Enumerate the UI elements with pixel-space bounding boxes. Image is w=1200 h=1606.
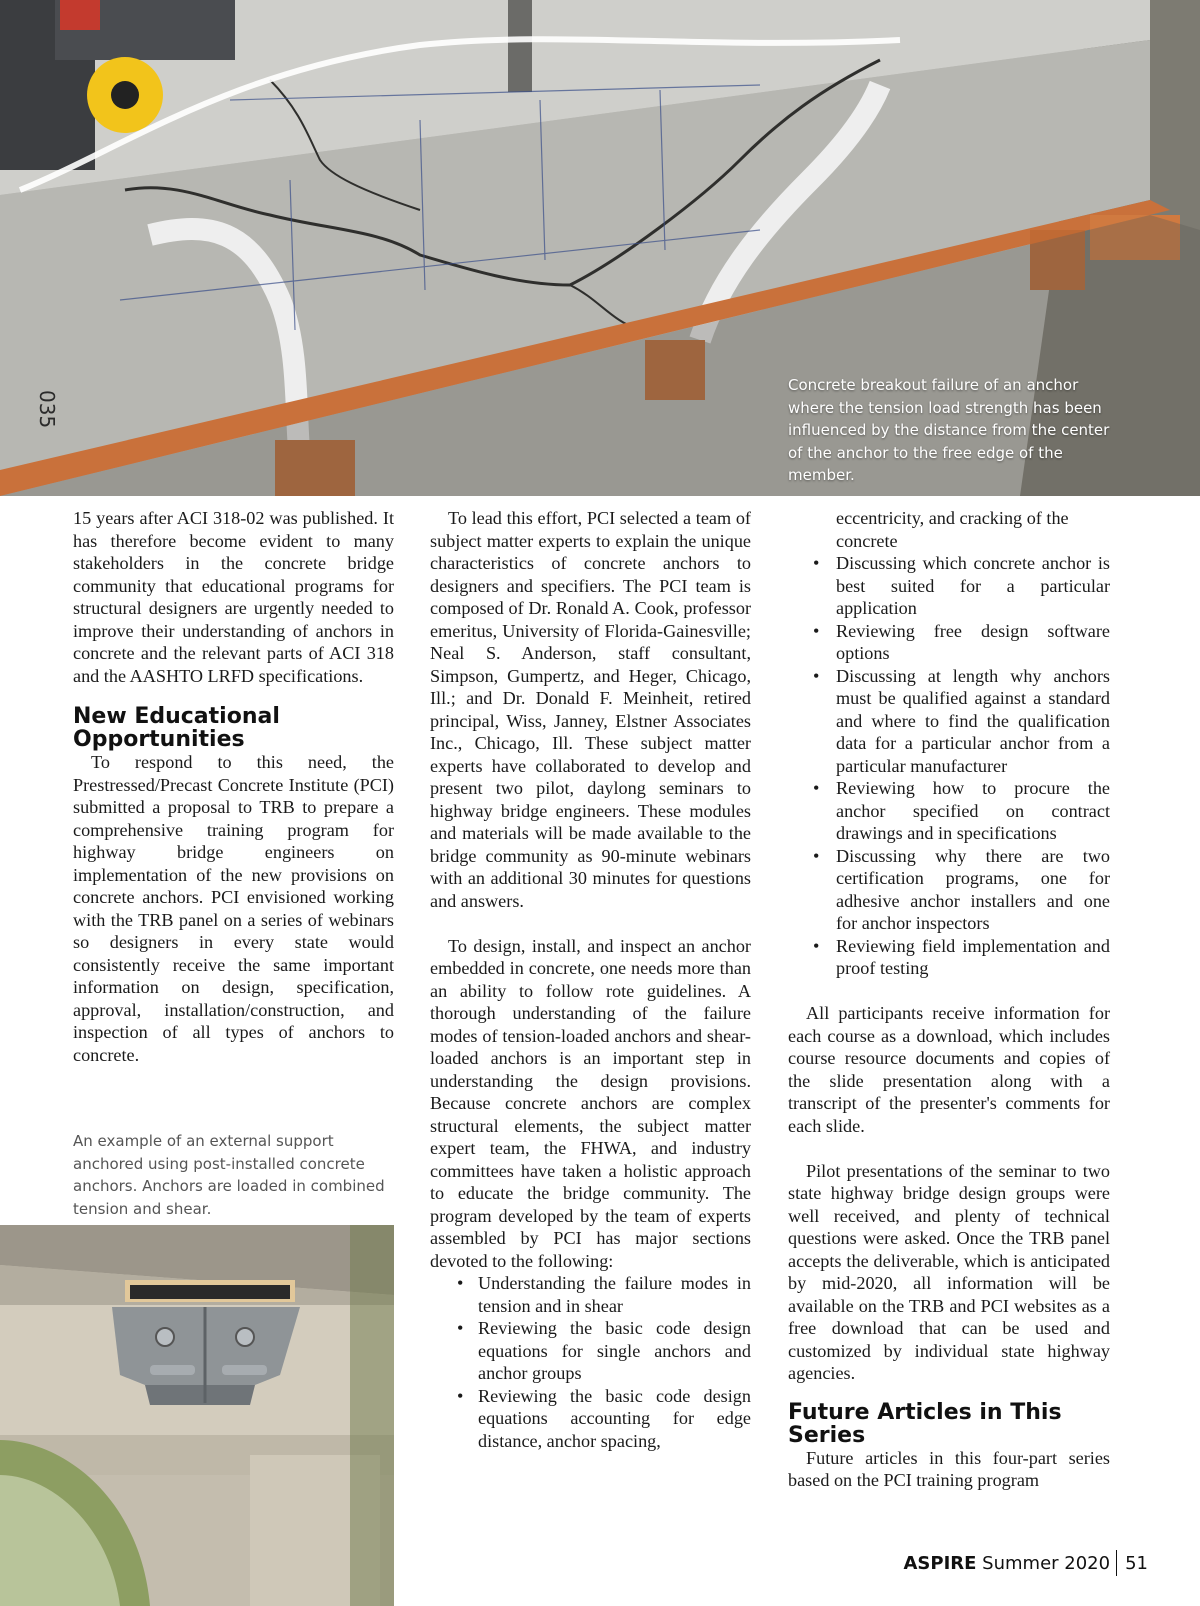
list-item: • Reviewing free design software options (788, 620, 1110, 665)
footer-divider (1116, 1550, 1117, 1576)
program-sections-list-continued (788, 552, 1110, 980)
list-item: • Reviewing the basic code design equations accounting for edge distance, anchor spacing, (452, 1385, 751, 1453)
list-item: • Understanding the failure modes in tension and in shear (452, 1272, 751, 1317)
pilot-paragraph: Pilot presentations of the seminar to two state highway bridge design groups were well received, and plenty of technical questions were asked. Once the TRB panel accepts the deliverable, which is anticipated by mid-2020, all information will be available on the TRB and PCI websites as a free download that can be used and customized by individual state highway agencies. (788, 1160, 1110, 1383)
bottom-photo-caption: An example of an external support anchored using post-installed concrete anchors. Anchors are loaded in combined tension and shear. (73, 1132, 385, 1218)
page-number: 51 (1125, 1553, 1148, 1574)
section-heading-future-articles: Future Articles in This Series (788, 1399, 1062, 1448)
list-item: • Reviewing how to procure the anchor specified on contract drawings and in specifications (788, 777, 1110, 845)
list-item: • Discussing which concrete anchor is best suited for a particular application (788, 552, 1110, 620)
support-bracket-illustration (0, 1225, 394, 1606)
list-item: • Discussing why there are two certification programs, one for adhesive anchor installers and one for anchor inspectors (788, 845, 1110, 935)
marking-text: 035 (35, 390, 59, 429)
column-2 (430, 507, 751, 1452)
magazine-brand: ASPIRE (903, 1553, 977, 1574)
list-item-continuation: eccentricity, and cracking of the concrete (836, 508, 1069, 551)
list-item: • Reviewing the basic code design equations for single anchors and anchor groups (452, 1317, 751, 1385)
top-photo-caption: Concrete breakout failure of an anchor where the tension load strength has been influenced by the distance from the center of the anchor to the free edge of the member. (788, 376, 1110, 484)
body-paragraph: To respond to this need, the Prestressed/Precast Concrete Institute (PCI) submitted a proposal to TRB to prepare a comprehensive training program for highway bridge engineers on implementation of the new provisions on concrete anchors. PCI envisioned working with the TRB panel on a series of webinars so designers in every state would consistently receive the same important information on design, specification, approval, installation/construction, and inspection of all types of anchors to concrete. (73, 752, 394, 1065)
program-sections-list (452, 1272, 751, 1452)
external-support-photo (0, 1225, 394, 1606)
program-paragraph: To design, install, and inspect an anchor embedded in concrete, one needs more than an ability to follow rote guidelines. A thorough understanding of the failure modes of tension-loaded anchors and shear-loaded anchors is an important step in understanding the design provisions. Because concrete anchors are complex structural elements, the subject matter expert team, the FHWA, and industry committees have taken a holistic approach to educate the bridge community. The program developed by the team of experts assembled by PCI has major sections devoted to the following: (430, 935, 751, 1271)
team-paragraph: To lead this effort, PCI selected a team of subject matter experts to explain the unique characteristics of concrete anchors to designers and specifiers. The PCI team is composed of Dr. Ronald A. Cook, professor emeritus, University of Florida-Gainesville; Neal S. Anderson, staff consultant, Simpson, Gumpertz, and Heger, Chicago, Ill.; and Dr. Donald F. Meinheit, retired principal, Wiss, Janney, Elstner Associates Inc., Chicago, Ill. These subject matter experts have collaborated to develop and present two pilot, daylong seminars to highway bridge engineers. These modules and materials will be made available to the bridge community as 90-minute webinars with an additional 30 minutes for questions and answers. (430, 508, 751, 911)
issue-label: Summer 2020 (982, 1553, 1111, 1574)
intro-paragraph: 15 years after ACI 318-02 was published. It has therefore become evident to many stakeholders in the concrete bridge community that educational programs for structural designers are urgently needed to improve their understanding of anchors in concrete and the relevant parts of ACI 318 and the AASHTO LRFD specifications. (73, 508, 394, 686)
section-heading-educational: New Educational Opportunities (73, 704, 280, 752)
list-item: • Discussing at length why anchors must be qualified against a standard and where to find the qualification data for a particular anchor from a particular manufacturer (788, 665, 1110, 778)
list-item: • Reviewing field implementation and proof testing (788, 935, 1110, 980)
column-3 (788, 507, 1110, 1492)
page-footer (903, 1550, 1148, 1576)
participants-paragraph: All participants receive information for each course as a download, which includes course resource documents and copies of the slide presentation along with a transcript of the presenter's comments for each slide. (788, 1003, 1110, 1136)
column-1 (73, 507, 394, 1066)
concrete-breakout-photo (0, 0, 1200, 496)
future-paragraph: Future articles in this four-part series based on the PCI training program (788, 1447, 1110, 1490)
